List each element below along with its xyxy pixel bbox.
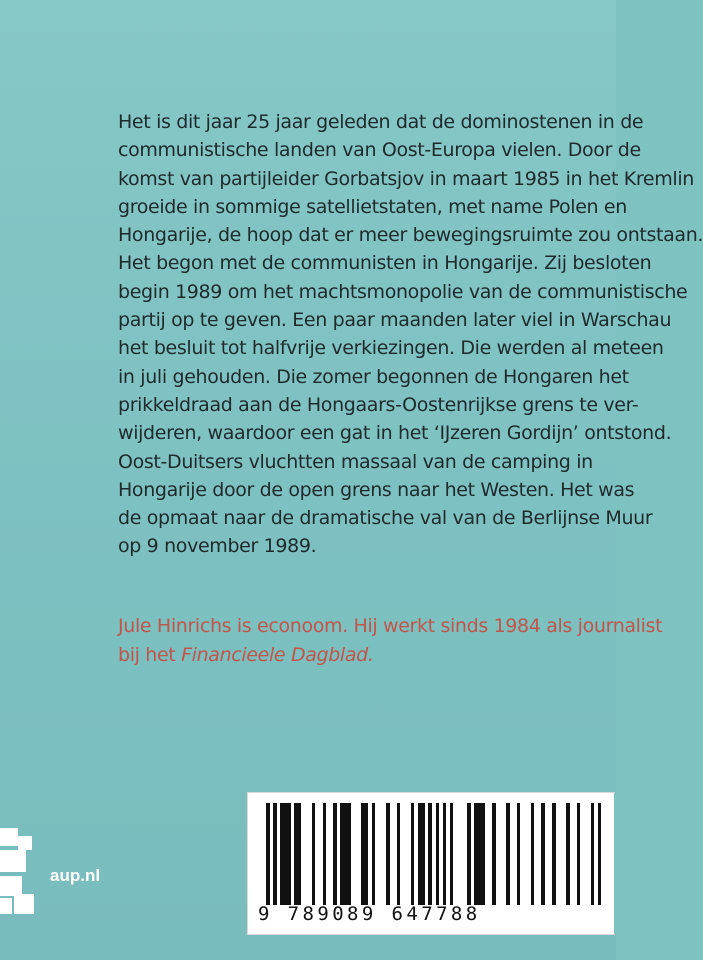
blurb-line: op 9 november 1989. (118, 535, 317, 558)
blurb-line: in juli gehouden. Die zomer begonnen de Hongaren het (118, 365, 629, 388)
blurb-line: het besluit tot halfvrije verkiezingen. Die werden al meteen (118, 337, 664, 360)
blurb-line: Oost-Duitsers vluchtten massaal van de camping in (118, 450, 593, 473)
blurb-line: communistische landen van Oost-Europa vielen. Door de (118, 139, 641, 162)
author-bio (118, 612, 663, 669)
isbn-digits: 9 789089 647788 (258, 903, 481, 925)
blurb-line: Hongarije door de open grens naar het Westen. Het was (118, 478, 635, 501)
blurb-line: groeide in sommige satellietstaten, met name Polen en (118, 195, 627, 218)
author-bio-prefix: bij het (118, 643, 182, 666)
author-bio-line (118, 641, 598, 670)
aup-logo-icon (0, 828, 34, 916)
isbn-barcode (247, 792, 615, 935)
logo-square (18, 836, 32, 850)
logo-square (0, 898, 12, 914)
logo-square (0, 850, 26, 872)
publisher-url: aup.nl (50, 866, 101, 885)
barcode-bar (598, 803, 602, 905)
blurb-line: komst van partijleider Gorbatsjov in maart 1985 in het Kremlin (118, 167, 694, 190)
blurb-text (118, 108, 703, 561)
logo-square (0, 828, 18, 846)
barcode-bars (266, 803, 602, 905)
blurb-line: begin 1989 om het machtsmonopolie van de communistische (118, 280, 688, 303)
author-bio-line: Jule Hinrichs is econoom. Hij werkt sinds 1984 als journalist (118, 615, 663, 637)
blurb-line: partij op te geven. Een paar maanden later viel in Warschau (118, 309, 672, 332)
blurb-line: Het begon met de communisten in Hongarije. Zij besloten (118, 252, 652, 275)
newspaper-title: Financieele Dagblad. (181, 643, 374, 666)
blurb-line: de opmaat naar de dramatische val van de Berlijnse Muur (118, 507, 653, 530)
blurb-line: Hongarije, de hoop dat er meer bewegingsruimte zou ontstaan. (118, 224, 703, 247)
blurb-line: Het is dit jaar 25 jaar geleden dat de dominostenen in de (118, 111, 644, 133)
blurb-line: wijderen, waardoor een gat in het ‘IJzeren Gordijn’ ontstond. (118, 422, 672, 445)
logo-square (14, 894, 34, 914)
logo-square (0, 876, 22, 896)
blurb-line: prikkeldraad aan de Hongaars-Oostenrijkse grens te ver- (118, 393, 639, 416)
